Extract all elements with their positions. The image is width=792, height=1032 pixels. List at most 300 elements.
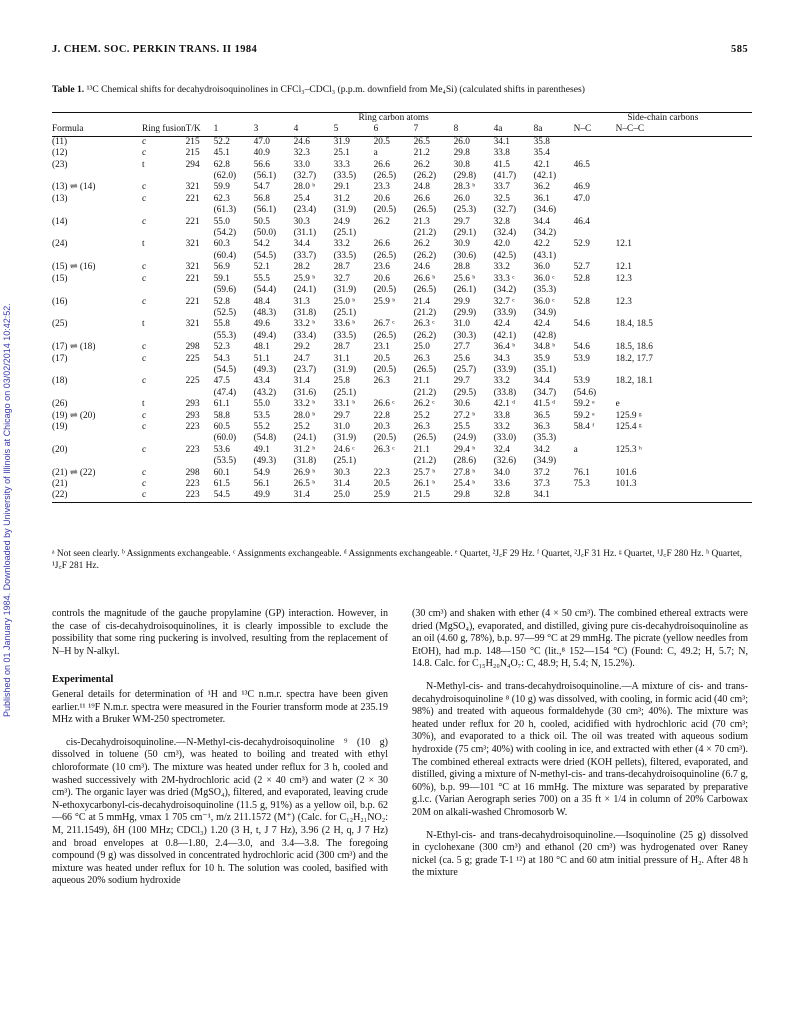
table-cell: t	[142, 399, 145, 410]
table-cell	[120, 251, 186, 262]
table-cell: 32.4	[493, 444, 510, 455]
table-cell: 25.9	[373, 490, 390, 501]
table-cell: (21) ⇌ (22)	[52, 467, 96, 478]
table-cell: 20.6	[373, 193, 390, 204]
table-cell: 31.9	[333, 136, 350, 147]
table-cell: (29.1)	[453, 228, 477, 239]
table-cell: t	[142, 319, 145, 330]
table-cell: 125.3 ʰ	[615, 444, 642, 455]
table-cell: 30.3	[293, 216, 310, 227]
table-cell: 33.6	[493, 479, 510, 489]
table-cell: (49.3)	[253, 364, 277, 375]
table-cell	[616, 148, 752, 159]
table-row	[52, 399, 752, 410]
table-cell: (20.5)	[373, 285, 397, 296]
table-caption	[52, 84, 752, 95]
table-cell: 25.0	[333, 490, 350, 501]
table-cell	[186, 228, 214, 239]
table-cell: 33.7	[493, 182, 510, 193]
table-cell: c	[142, 353, 147, 364]
table-cell	[574, 308, 616, 319]
table-cell: (42.8)	[533, 330, 557, 341]
table-cell: 58.4 ᶠ	[573, 421, 595, 432]
table-cell: 28.0 ᵇ	[293, 182, 316, 193]
table-cell: 25.2	[293, 421, 310, 432]
table-cell: (30.6)	[453, 250, 477, 261]
table-cell	[616, 308, 752, 319]
table-cell: (33.5)	[333, 330, 357, 341]
table-cell	[574, 251, 616, 262]
table-cell: 62.3	[213, 193, 230, 204]
table-row	[52, 342, 752, 353]
table-cell	[616, 217, 752, 228]
table-cell: 29.7	[453, 376, 470, 387]
table-cell: (16)	[52, 296, 68, 307]
table-row	[52, 251, 752, 262]
table-cell: 26.6	[373, 159, 390, 170]
table-cell: 21.3	[413, 216, 430, 227]
table-cell: 26.9 ᵇ	[293, 467, 316, 478]
table-cell: 34.2	[533, 444, 550, 455]
table-cell: 223	[185, 490, 200, 501]
table-cell: (29.9)	[453, 307, 477, 318]
table-cell: 28.0 ᵇ	[293, 410, 316, 421]
table-cell: 25.6 ᵇ	[453, 273, 476, 284]
table-cell: (41.7)	[493, 171, 517, 182]
table-cell: (26.2)	[413, 330, 437, 341]
table-cell: 21.1	[413, 444, 430, 455]
table-cell: 53.5	[253, 410, 270, 421]
table-cell	[52, 228, 120, 239]
table-cell	[616, 182, 752, 193]
table-cell: 52.8	[213, 296, 230, 307]
table-cell: (25.7)	[453, 364, 477, 375]
table-cell: 215	[185, 136, 200, 147]
table-cell: 27.8 ᵇ	[453, 467, 476, 478]
table-cell	[52, 285, 120, 296]
table-cell: 26.5 ᵇ	[293, 479, 316, 489]
table-cell: (26.5)	[413, 364, 437, 375]
column-header: 1	[213, 124, 219, 135]
table-cell: 54.9	[253, 467, 270, 478]
table-cell: (20)	[52, 444, 68, 455]
table-cell	[374, 388, 414, 399]
table-cell: 52.8	[573, 296, 590, 307]
table-cell: 31.2 ᵇ	[293, 444, 316, 455]
group-side-chain: Side-chain carbons	[627, 113, 699, 123]
table-cell	[616, 433, 752, 444]
table-cell: (22)	[52, 490, 68, 501]
table-cell: 60.3	[213, 239, 230, 250]
table-cell: (32.4)	[493, 228, 517, 239]
table-cell: 24.8	[413, 182, 430, 193]
table-cell: (20.5)	[373, 364, 397, 375]
table-cell: 35.4	[533, 148, 550, 159]
table-cell: 26.6 ᵇ	[413, 273, 436, 284]
table-cell: (59.6)	[213, 285, 237, 296]
table-cell: (21)	[52, 479, 68, 489]
table-cell: 31.2	[333, 193, 350, 204]
table-cell: 28.7	[333, 262, 350, 273]
table-cell: 31.0	[333, 421, 350, 432]
table-cell: 29.7	[453, 216, 470, 227]
table-cell: (60.4)	[213, 250, 237, 261]
table-cell: 42.0	[493, 239, 510, 250]
table-cell: 29.2	[293, 342, 310, 353]
table-cell: 52.7	[573, 262, 590, 273]
table-cell: 29.8	[453, 148, 470, 159]
table-cell: c	[142, 342, 147, 353]
table-cell: 56.1	[253, 479, 270, 489]
table-cell: 223	[185, 421, 200, 432]
table-cell: (29.5)	[453, 387, 477, 398]
table-cell: 293	[185, 410, 200, 421]
table-cell: (26.5)	[373, 250, 397, 261]
table-cell: (13) ⇌ (14)	[52, 182, 96, 193]
table-cell: (23.4)	[293, 205, 317, 216]
table-group-header	[52, 113, 752, 125]
table-cell: 25.9 ᵇ	[373, 296, 396, 307]
table-cell: c	[142, 410, 147, 421]
table-cell: 24.9	[333, 216, 350, 227]
table-cell: 36.5	[533, 410, 550, 421]
column-header: Formula	[52, 124, 84, 135]
table-cell: (34.9)	[533, 307, 557, 318]
table-cell	[574, 331, 616, 342]
table-cell: 27.7	[453, 342, 470, 353]
table-cell: 54.2	[253, 239, 270, 250]
table-cell: 53.9	[573, 376, 590, 387]
table-cell: 54.7	[253, 182, 270, 193]
table-cell: 34.4	[293, 239, 310, 250]
table-cell: (54.2)	[213, 228, 237, 239]
table-cell: 36.1	[533, 193, 550, 204]
shifts-table	[52, 112, 752, 503]
table-cell	[374, 228, 414, 239]
table-cell: (26.2)	[413, 171, 437, 182]
table-cell: (29.8)	[453, 171, 477, 182]
table-cell: 24.6	[413, 262, 430, 273]
table-cell	[120, 228, 186, 239]
table-cell: 221	[185, 296, 200, 307]
right-column	[412, 608, 748, 890]
table-cell: 34.1	[533, 490, 550, 501]
table-cell: 34.3	[493, 353, 510, 364]
table-cell: (25.1)	[333, 228, 357, 239]
table-cell: 42.4	[533, 319, 550, 330]
table-cell: (33.5)	[333, 250, 357, 261]
table-cell	[52, 365, 120, 376]
table-cell: (32.7)	[293, 171, 317, 182]
table-cell: (17) ⇌ (18)	[52, 342, 96, 353]
table-cell: 32.3	[293, 148, 310, 159]
table-cell: 321	[185, 239, 200, 250]
table-cell: 30.3	[333, 467, 350, 478]
table-cell	[616, 136, 752, 148]
table-cell: (19) ⇌ (20)	[52, 410, 96, 421]
column-header: T/K	[185, 124, 201, 135]
table-cell: (32.7)	[493, 205, 517, 216]
table-cell: e	[615, 399, 620, 410]
table-cell: 33.2	[493, 262, 510, 273]
table-cell: 20.5	[373, 136, 390, 147]
table-cell: 294	[185, 159, 200, 170]
table-cell: a	[573, 444, 578, 455]
table-cell: (56.1)	[253, 171, 277, 182]
table-cell: 56.6	[253, 159, 270, 170]
table-cell: 25.6	[453, 353, 470, 364]
table-caption-text: ¹³C Chemical shifts for decahydroisoquinolines in CFCl₃–CDCl₃ (p.p.m. downfield from Me₄Si) (calculated shifts in parentheses)	[86, 84, 585, 95]
table-cell: (34.7)	[533, 387, 557, 398]
table-cell: (26.1)	[453, 285, 477, 296]
table-cell: 23.6	[373, 262, 390, 273]
table-cell	[186, 308, 214, 319]
table-cell: (26.5)	[373, 171, 397, 182]
table-cell: 293	[185, 399, 200, 410]
table-cell: 35.9	[533, 353, 550, 364]
table-cell	[574, 228, 616, 239]
table-cell: (54.6)	[573, 387, 597, 398]
table-cell	[616, 194, 752, 205]
table-cell: 47.0	[573, 193, 590, 204]
table-row	[52, 308, 752, 319]
table-cell: (47.4)	[213, 387, 237, 398]
table-row	[52, 148, 752, 159]
table-cell: 32.7	[333, 273, 350, 284]
table-cell: 18.2, 17.7	[615, 353, 653, 364]
table-cell: 25.5	[453, 421, 470, 432]
table-row	[52, 319, 752, 330]
table-cell: 32.7 ᶜ	[493, 296, 515, 307]
table-cell: 75.3	[573, 479, 590, 489]
table-cell: 18.2, 18.1	[615, 376, 653, 387]
table-cell	[52, 456, 120, 467]
table-cell: (33.0)	[493, 433, 517, 444]
column-header: 4a	[493, 124, 503, 135]
table-row	[52, 194, 752, 205]
table-cell: 61.5	[213, 479, 230, 489]
table-cell: (21.2)	[413, 228, 437, 239]
table-cell: 42.4	[493, 319, 510, 330]
table-row	[52, 205, 752, 216]
table-cell: (43.2)	[253, 387, 277, 398]
table-cell: (24.9)	[453, 433, 477, 444]
journal-title: J. CHEM. SOC. PERKIN TRANS. II 1984	[52, 44, 258, 55]
table-cell: 76.1	[573, 467, 590, 478]
table-cell: 58.8	[213, 410, 230, 421]
table-cell: 321	[185, 319, 200, 330]
table-cell: (30.3)	[453, 330, 477, 341]
column-header: 7	[413, 124, 419, 135]
column-header: 3	[253, 124, 259, 135]
table-cell: (33.4)	[293, 330, 317, 341]
table-cell: 56.8	[253, 193, 270, 204]
table-cell: 12.3	[615, 273, 632, 284]
table-cell: (49.4)	[253, 330, 277, 341]
table-cell: 34.1	[493, 136, 510, 147]
table-cell: 49.6	[253, 319, 270, 330]
table-row	[52, 160, 752, 171]
table-cell: c	[142, 148, 147, 159]
table-cell	[120, 433, 186, 444]
table-cell: (42.1)	[493, 330, 517, 341]
table-cell: 55.0	[213, 216, 230, 227]
table-cell: (17)	[52, 353, 68, 364]
table-cell: (33.5)	[333, 171, 357, 182]
table-cell: (31.9)	[333, 205, 357, 216]
table-cell: (26)	[52, 399, 68, 410]
page-number: 585	[731, 44, 748, 55]
table-cell: 221	[185, 193, 200, 204]
table-row	[52, 411, 752, 422]
table-cell: 28.3 ᵇ	[453, 182, 476, 193]
table-cell	[120, 388, 186, 399]
table-cell: (43.1)	[533, 250, 557, 261]
table-cell: 28.8	[453, 262, 470, 273]
table-cell: 56.9	[213, 262, 230, 273]
table-cell: (33.9)	[493, 307, 517, 318]
table-cell	[616, 388, 752, 399]
table-cell: 33.8	[493, 148, 510, 159]
table-cell: 25.4 ᵇ	[453, 479, 476, 489]
table-cell	[374, 308, 414, 319]
table-cell: 46.4	[573, 216, 590, 227]
column-header: Ring fusion	[142, 124, 186, 135]
table-cell: (25.3)	[453, 205, 477, 216]
column-header: 8	[453, 124, 459, 135]
table-cell	[52, 308, 120, 319]
table-cell: 35.8	[533, 136, 550, 147]
table-cell: (11)	[52, 136, 68, 147]
table-row	[52, 422, 752, 433]
table-cell	[574, 148, 616, 159]
table-cell: (14)	[52, 216, 68, 227]
table-cell: (25.1)	[333, 456, 357, 467]
table-cell: 32.5	[493, 193, 510, 204]
table-cell: (34.2)	[493, 285, 517, 296]
table-cell: (23.7)	[293, 364, 317, 375]
table-cell: (25)	[52, 319, 68, 330]
table-cell: 21.5	[413, 490, 430, 501]
paragraph: cis-Decahydroisoquinoline.—N-Methyl-cis-decahydroisoquinoline ⁹ (10 g) dissolved in toluene (50 cm³), was heated to boiling and treated with ethyl chloroformate (10 cm³). The mixture was heated under reflux for 3 h, cooled and washed successively with 2M-hydrochloric acid (2 × 40 cm³) and water (2 × 30 cm³). The organic layer was dried (MgSO₄), filtered, and evaporated, leaving crude N-ethoxycarbonyl-cis-decahydroisoquinoline (11.5 g, 91%) as a yellow oil, b.p. 62—66 °C at 5 mmHg, νmax 1 705 cm⁻¹, m/z 211.1572 (M⁺) (Calc. for C₁₂H₂₁NO₂: M, 211.1549), δH (100 MHz; CDCl₃) 1.20 (3 H, t, J 7 Hz), 3.96 (2 H, q, J 7 Hz) and broad envelopes at 0.8—1.80, 2.4—3.0, and 3.4—3.8. The foregoing compound (9 g) was dissolved in concentrated hydrochloric acid (300 cm³) and the mixture was heated under reflux for 10 h. The solution was cooled, basified with aqueous 20% sodium hydroxide	[52, 736, 388, 887]
table-cell: 42.1	[533, 159, 550, 170]
table-cell: 50.5	[253, 216, 270, 227]
table-cell: 221	[185, 273, 200, 284]
table-cell	[186, 251, 214, 262]
table-cell: 29.4 ᵇ	[453, 444, 476, 455]
table-cell: 42.1 ᵈ	[493, 399, 516, 410]
table-cell: (62.0)	[213, 171, 237, 182]
table-cell: 25.7 ᵇ	[413, 467, 436, 478]
table-cell: 31.1	[333, 353, 350, 364]
table-cell	[120, 331, 186, 342]
table-cell	[120, 285, 186, 296]
table-cell: 47.0	[253, 136, 270, 147]
table-cell: 298	[185, 342, 200, 353]
table-cell: (35.3)	[533, 433, 557, 444]
table-cell: 28.2	[293, 262, 310, 273]
table-cell: (24)	[52, 239, 68, 250]
table-cell	[186, 456, 214, 467]
table-cell: (61.3)	[213, 205, 237, 216]
table-cell: (32.6)	[493, 456, 517, 467]
table-cell: c	[142, 376, 147, 387]
table-cell: 40.9	[253, 148, 270, 159]
table-cell: (49.3)	[253, 456, 277, 467]
table-cell: 21.4	[413, 296, 430, 307]
table-cell: (34.6)	[533, 205, 557, 216]
column-header: 8a	[533, 124, 543, 135]
table-cell: 25.4	[293, 193, 310, 204]
table-cell: 33.2 ᵇ	[293, 399, 316, 410]
table-cell: 20.3	[373, 421, 390, 432]
table-cell: c	[142, 193, 147, 204]
table-cell: (25.1)	[333, 307, 357, 318]
table-cell: 26.2	[413, 239, 430, 250]
table-cell: 32.8	[493, 216, 510, 227]
table-cell: 26.2	[373, 216, 390, 227]
table-cell: 33.6 ᵇ	[333, 319, 356, 330]
table-cell: 321	[185, 182, 200, 193]
table-cell: a	[373, 148, 378, 159]
table-cell: c	[142, 296, 147, 307]
table-cell: 62.8	[213, 159, 230, 170]
table-row	[52, 262, 752, 273]
table-cell	[574, 205, 616, 216]
table-cell: 26.0	[453, 136, 470, 147]
table-cell: 26.1 ᵇ	[413, 479, 436, 489]
table-cell	[616, 490, 752, 502]
paragraph: controls the magnitude of the gauche propylamine (GP) interaction. However, in the case of cis-decahydroisoquinolines, it is clearly impossible to exclude the possibility that some ring puckering is involved, resulting from the replacement of N–H by N-alkyl.	[52, 608, 388, 657]
table-cell: 33.2 ᵇ	[293, 319, 316, 330]
table-cell: 25.8	[333, 376, 350, 387]
table-cell: (35.3)	[533, 285, 557, 296]
table-cell: (26.2)	[413, 250, 437, 261]
table-cell: (24.1)	[293, 433, 317, 444]
table-cell: 28.7	[333, 342, 350, 353]
table-cell: (15)	[52, 273, 68, 284]
table-cell: 37.2	[533, 467, 550, 478]
table-cell: 55.2	[253, 421, 270, 432]
table-cell: 29.7	[333, 410, 350, 421]
table-cell: 26.3 ᶜ	[373, 444, 395, 455]
table-row	[52, 388, 752, 399]
table-cell: (34.2)	[533, 228, 557, 239]
table-cell: 52.3	[213, 342, 230, 353]
table-cell	[574, 456, 616, 467]
table-cell: 31.3	[293, 296, 310, 307]
table-cell: (31.9)	[333, 364, 357, 375]
table-cell	[616, 160, 752, 171]
table-row	[52, 433, 752, 444]
table-cell: 321	[185, 262, 200, 273]
table-cell	[616, 171, 752, 182]
table-cell	[120, 205, 186, 216]
table-cell: 26.6 ᶜ	[373, 399, 395, 410]
table-row	[52, 445, 752, 456]
table-cell: 101.6	[615, 467, 637, 478]
table-cell: 298	[185, 467, 200, 478]
table-cell: 26.6	[413, 193, 430, 204]
table-cell	[616, 285, 752, 296]
table-cell: 36.0	[533, 262, 550, 273]
table-cell: (54.5)	[213, 364, 237, 375]
table-cell: (26.5)	[413, 433, 437, 444]
table-cell: 29.8	[453, 490, 470, 501]
table-cell: 25.0	[413, 342, 430, 353]
table-cell: 21.1	[413, 376, 430, 387]
table-cell: (20.5)	[373, 205, 397, 216]
